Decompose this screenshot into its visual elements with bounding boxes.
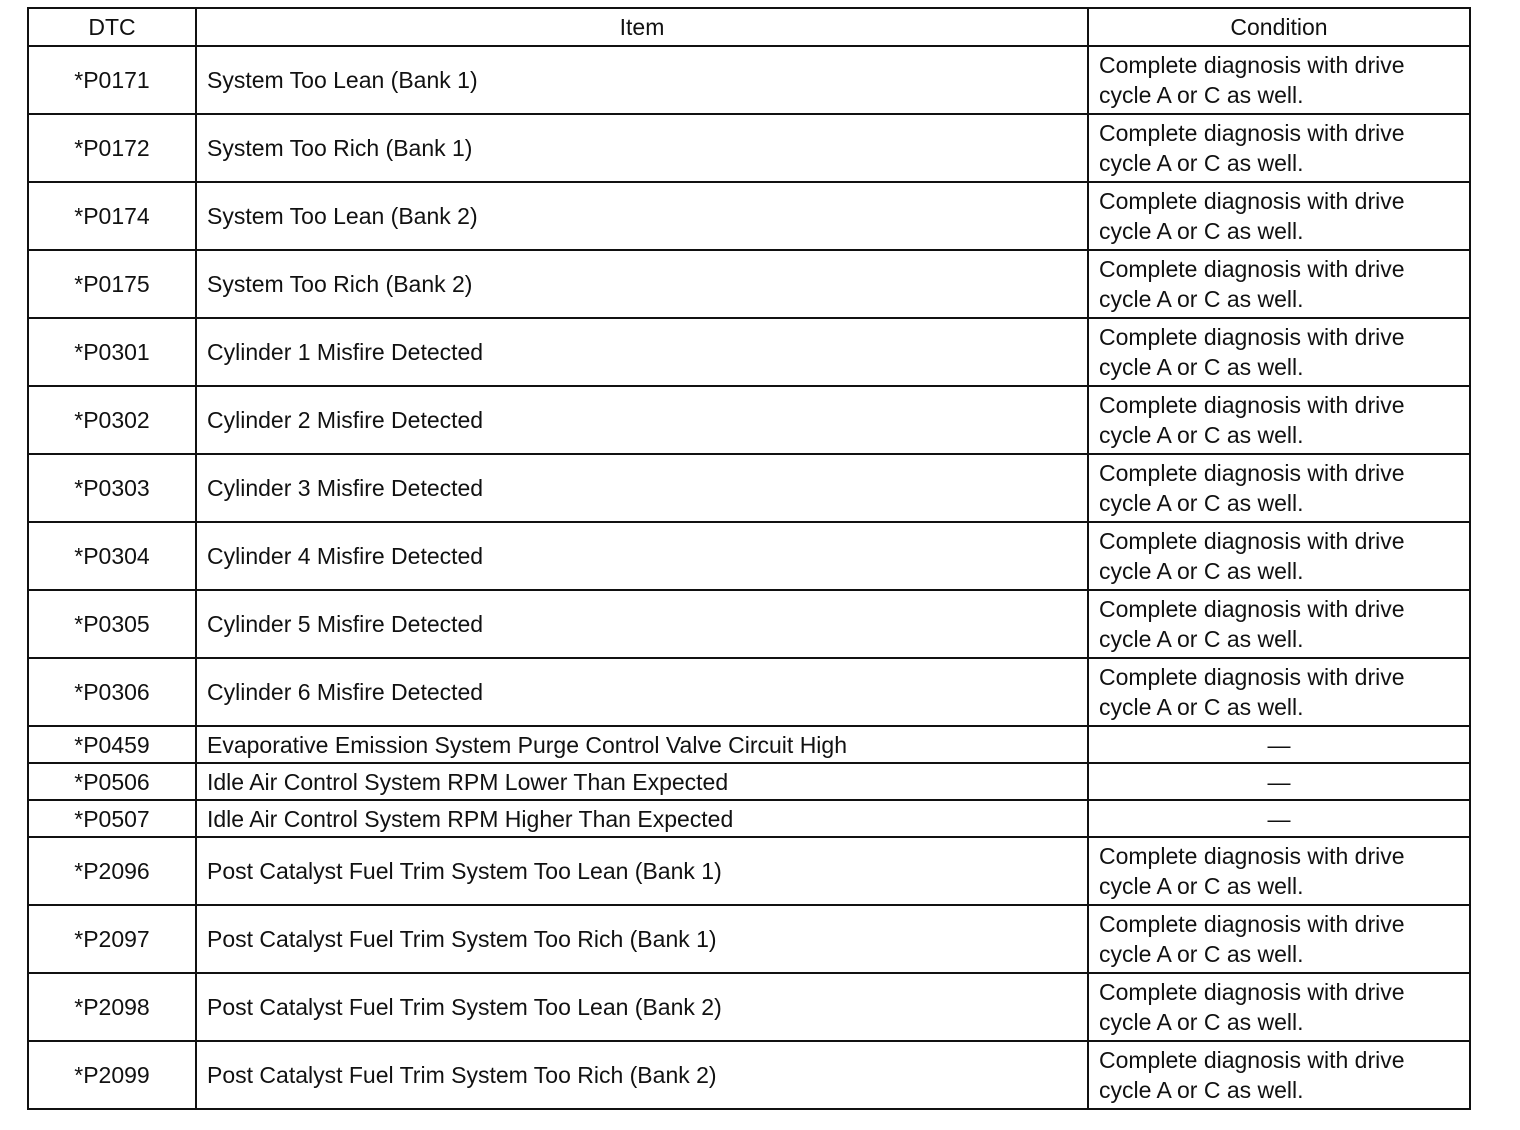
header-condition: Condition — [1088, 8, 1470, 46]
item-description: Idle Air Control System RPM Lower Than Expected — [196, 763, 1088, 800]
table-header — [28, 8, 1470, 46]
condition-line: Complete diagnosis with drive — [1099, 188, 1405, 214]
item-description: System Too Rich (Bank 2) — [196, 250, 1088, 318]
table-row — [28, 763, 1470, 800]
header-row — [28, 8, 1470, 46]
condition-line: cycle A or C as well. — [1099, 873, 1304, 899]
table-row — [28, 973, 1470, 1041]
condition-line: Complete diagnosis with drive — [1099, 460, 1405, 486]
condition-text — [1088, 114, 1470, 182]
condition-text — [1088, 454, 1470, 522]
condition-line: cycle A or C as well. — [1099, 626, 1304, 652]
dtc-code: *P0304 — [28, 522, 196, 590]
table-row — [28, 1041, 1470, 1109]
table-row — [28, 905, 1470, 973]
item-description: System Too Lean (Bank 1) — [196, 46, 1088, 114]
condition-line: Complete diagnosis with drive — [1099, 911, 1405, 937]
dtc-code: *P0171 — [28, 46, 196, 114]
condition-line: cycle A or C as well. — [1099, 694, 1304, 720]
item-description: Post Catalyst Fuel Trim System Too Lean (Bank 2) — [196, 973, 1088, 1041]
table-row — [28, 454, 1470, 522]
item-description: Post Catalyst Fuel Trim System Too Lean (Bank 1) — [196, 837, 1088, 905]
condition-line: Complete diagnosis with drive — [1099, 1047, 1405, 1073]
dtc-code: *P2098 — [28, 973, 196, 1041]
table-row — [28, 250, 1470, 318]
item-description: Post Catalyst Fuel Trim System Too Rich (Bank 1) — [196, 905, 1088, 973]
table-row — [28, 800, 1470, 837]
condition-line: Complete diagnosis with drive — [1099, 843, 1405, 869]
dtc-code: *P2099 — [28, 1041, 196, 1109]
table-row — [28, 46, 1470, 114]
condition-text — [1088, 658, 1470, 726]
table-row — [28, 658, 1470, 726]
item-description: Cylinder 3 Misfire Detected — [196, 454, 1088, 522]
dtc-code: *P0506 — [28, 763, 196, 800]
dtc-code: *P2097 — [28, 905, 196, 973]
condition-text — [1088, 522, 1470, 590]
condition-line: cycle A or C as well. — [1099, 422, 1304, 448]
item-description: Cylinder 4 Misfire Detected — [196, 522, 1088, 590]
dtc-code: *P0175 — [28, 250, 196, 318]
condition-line: cycle A or C as well. — [1099, 558, 1304, 584]
table-row — [28, 522, 1470, 590]
condition-text — [1088, 837, 1470, 905]
condition-line: cycle A or C as well. — [1099, 1009, 1304, 1035]
condition-text — [1088, 318, 1470, 386]
table-body — [28, 46, 1470, 1109]
condition-line: Complete diagnosis with drive — [1099, 392, 1405, 418]
condition-text: — — [1088, 726, 1470, 763]
dtc-code: *P2096 — [28, 837, 196, 905]
condition-text — [1088, 905, 1470, 973]
condition-text — [1088, 1041, 1470, 1109]
table-row — [28, 318, 1470, 386]
condition-line: Complete diagnosis with drive — [1099, 52, 1405, 78]
item-description: Cylinder 5 Misfire Detected — [196, 590, 1088, 658]
condition-line: Complete diagnosis with drive — [1099, 979, 1405, 1005]
table-row — [28, 386, 1470, 454]
condition-line: cycle A or C as well. — [1099, 354, 1304, 380]
dtc-code: *P0174 — [28, 182, 196, 250]
condition-text — [1088, 590, 1470, 658]
header-item: Item — [196, 8, 1088, 46]
condition-text: — — [1088, 800, 1470, 837]
condition-text — [1088, 973, 1470, 1041]
header-dtc: DTC — [28, 8, 196, 46]
item-description: System Too Lean (Bank 2) — [196, 182, 1088, 250]
item-description: Cylinder 1 Misfire Detected — [196, 318, 1088, 386]
condition-line: cycle A or C as well. — [1099, 82, 1304, 108]
table-row — [28, 114, 1470, 182]
dtc-code: *P0305 — [28, 590, 196, 658]
table-row — [28, 590, 1470, 658]
condition-line: Complete diagnosis with drive — [1099, 120, 1405, 146]
item-description: Evaporative Emission System Purge Control Valve Circuit High — [196, 726, 1088, 763]
item-description: System Too Rich (Bank 1) — [196, 114, 1088, 182]
dtc-code: *P0172 — [28, 114, 196, 182]
condition-line: cycle A or C as well. — [1099, 150, 1304, 176]
dtc-table — [27, 7, 1471, 1110]
dtc-code: *P0301 — [28, 318, 196, 386]
item-description: Post Catalyst Fuel Trim System Too Rich (Bank 2) — [196, 1041, 1088, 1109]
condition-line: Complete diagnosis with drive — [1099, 324, 1405, 350]
condition-text — [1088, 46, 1470, 114]
dtc-code: *P0507 — [28, 800, 196, 837]
condition-line: Complete diagnosis with drive — [1099, 528, 1405, 554]
condition-text — [1088, 182, 1470, 250]
condition-line: cycle A or C as well. — [1099, 1077, 1304, 1103]
condition-line: cycle A or C as well. — [1099, 941, 1304, 967]
condition-line: cycle A or C as well. — [1099, 490, 1304, 516]
table-row — [28, 837, 1470, 905]
item-description: Cylinder 2 Misfire Detected — [196, 386, 1088, 454]
condition-line: Complete diagnosis with drive — [1099, 664, 1405, 690]
dtc-code: *P0459 — [28, 726, 196, 763]
item-description: Idle Air Control System RPM Higher Than Expected — [196, 800, 1088, 837]
table-row — [28, 182, 1470, 250]
condition-line: Complete diagnosis with drive — [1099, 256, 1405, 282]
condition-line: cycle A or C as well. — [1099, 286, 1304, 312]
dtc-code: *P0306 — [28, 658, 196, 726]
dtc-code: *P0303 — [28, 454, 196, 522]
item-description: Cylinder 6 Misfire Detected — [196, 658, 1088, 726]
condition-text — [1088, 386, 1470, 454]
table-row — [28, 726, 1470, 763]
condition-line: Complete diagnosis with drive — [1099, 596, 1405, 622]
condition-line: cycle A or C as well. — [1099, 218, 1304, 244]
dtc-code: *P0302 — [28, 386, 196, 454]
condition-text: — — [1088, 763, 1470, 800]
condition-text — [1088, 250, 1470, 318]
